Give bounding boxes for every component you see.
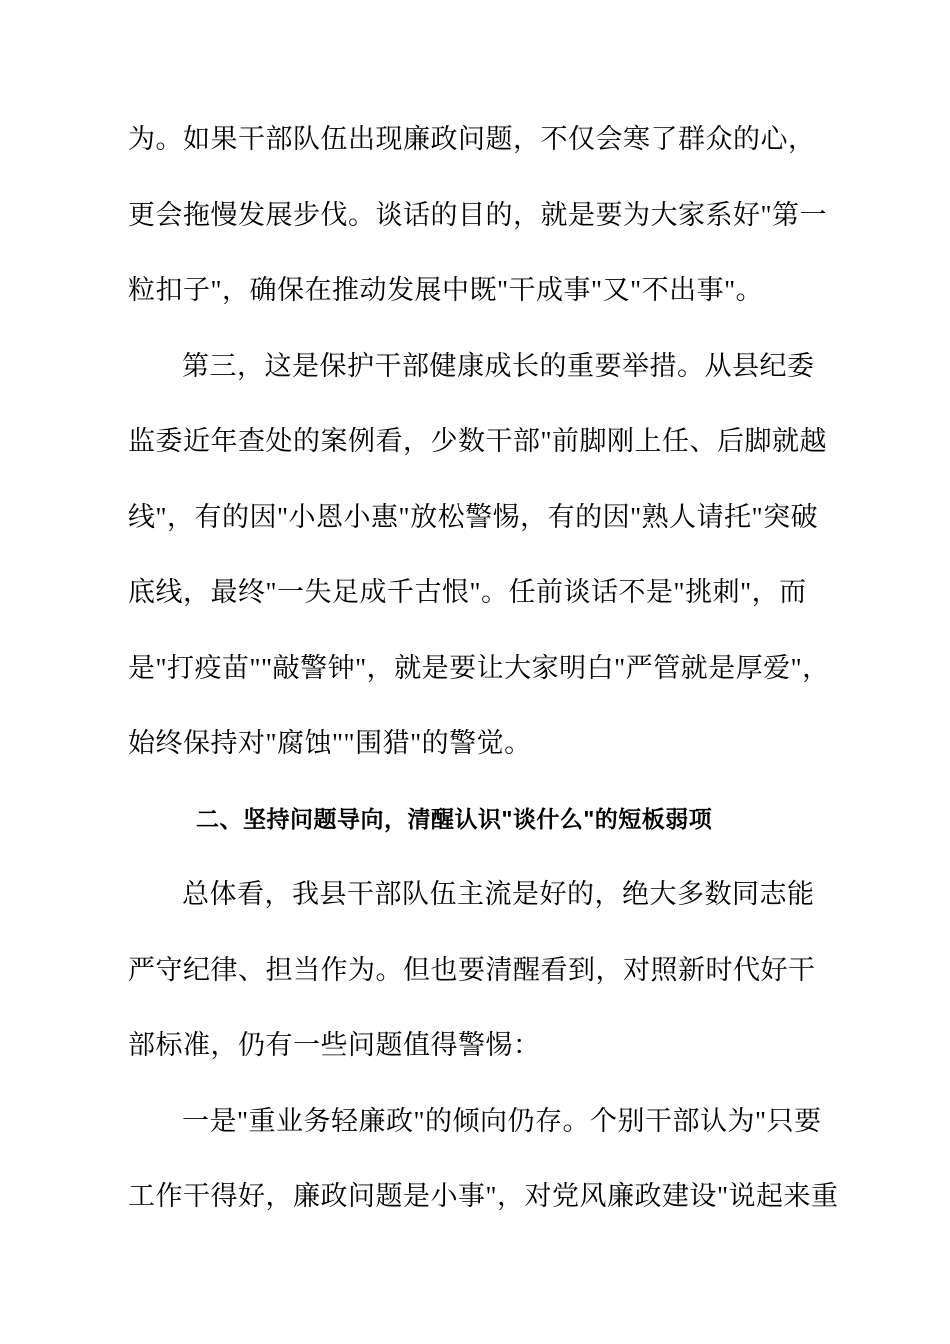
document-body [128, 102, 839, 1235]
text-line: 更会拖慢发展步伐。谈话的目的，就是要为大家系好"第一 [128, 199, 828, 230]
text-line: 严守纪律、担当作为。但也要清醒看到，对照新时代好干 [128, 954, 816, 985]
text-line: 是"打疫苗""敲警钟"，就是要让大家明白"严管就是厚爱"， [128, 652, 830, 683]
text-line: 粒扣子"，确保在推动发展中既"干成事"又"不出事"。 [128, 275, 764, 305]
text-line: 工作干得好，廉政问题是小事"，对党风廉政建设"说起来重 [128, 1181, 839, 1211]
text-line: 线"，有的因"小恩小惠"放松警惕，有的因"熟人请托"突破 [128, 501, 819, 532]
text-line: 监委近年查处的案例看，少数干部"前脚刚上任、后脚就越 [128, 426, 828, 456]
text-line: 部标准，仍有一些问题值得警惕： [128, 1030, 541, 1060]
text-line: 底线，最终"一失足成千古恨"。任前谈话不是"挑刺"，而 [128, 577, 807, 607]
paragraph-start: 一是"重业务轻廉政"的倾向仍存。个别干部认为"只要 [182, 1105, 822, 1136]
paragraph-start: 总体看，我县干部队伍主流是好的，绝大多数同志能 [182, 879, 815, 909]
section-heading: 二、坚持问题导向，清醒认识"谈什么"的短板弱项 [196, 805, 713, 832]
text-line: 始终保持对"腐蚀""围猎"的警觉。 [128, 728, 532, 758]
text-line: 为。如果干部队伍出现廉政问题，不仅会寒了群众的心， [128, 124, 816, 154]
paragraph-start: 第三，这是保护干部健康成长的重要举措。从县纪委 [182, 350, 815, 381]
